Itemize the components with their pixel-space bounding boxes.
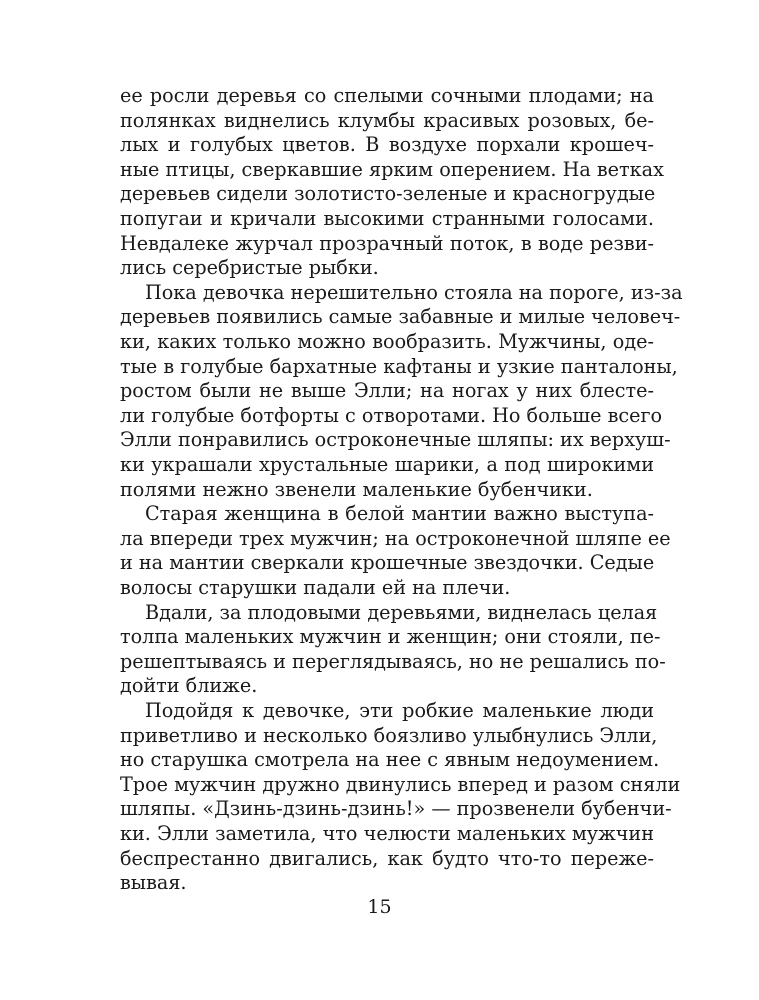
text-line: ки, каких только можно вообразить. Мужчины, оде- xyxy=(120,330,654,353)
text-line: тые в голубые бархатные кафтаны и узкие панталоны, xyxy=(120,355,678,378)
text-line: толпа маленьких мужчин и женщин; они стояли, пе- xyxy=(120,625,661,648)
text-line: приветливо и несколько боязливо улыбнулись Элли, xyxy=(120,724,658,747)
text-line: ростом были не выше Элли; на ногах у них блесте- xyxy=(120,379,654,402)
text-line: но старушка смотрела на нее с явным недоумением. xyxy=(120,748,660,771)
text-line: Элли понравились остроконечные шляпы: их верхуш- xyxy=(120,428,671,451)
text-line: ки. Элли заметила, что челюсти маленьких мужчин xyxy=(120,822,654,845)
page-number: 15 xyxy=(367,896,392,918)
text-line: Старая женщина в белой мантии важно выступа- xyxy=(145,502,654,525)
text-line: вывая. xyxy=(120,871,187,894)
text-line: полянках виднелись клумбы красивых розовых, бе- xyxy=(120,109,654,132)
text-line: беспрестанно двигались, как будто что-то пережe- xyxy=(120,847,654,870)
text-line: Трое мужчин дружно двинулись вперед и разом сняли xyxy=(120,773,681,796)
text-line: ла впереди трех мужчин; на остроконечной шляпе ее xyxy=(120,527,671,550)
text-line: деревьев появились самые забавные и милые человеч- xyxy=(120,305,681,328)
text-line: Вдали, за плодовыми деревьями, виднелась целая xyxy=(145,601,658,624)
text-line: Подойдя к девочке, эти робкие маленькие люди xyxy=(145,699,654,722)
text-line: лых и голубых цветов. В воздухе порхали крошеч- xyxy=(120,133,654,156)
text-line: полями нежно звенели маленькие бубенчики. xyxy=(120,478,593,501)
text-line: решептываясь и переглядываясь, но не решались по- xyxy=(120,650,666,673)
text-line: попугаи и кричали высокими странными голосами. xyxy=(120,207,654,230)
text-line: Пока девочка нерешительно стояла на пороге, из-за xyxy=(145,281,683,304)
text-line: Невдалеке журчал прозрачный поток, в воде резви- xyxy=(120,232,654,255)
text-line: дойти ближе. xyxy=(120,674,258,697)
text-line: шляпы. «Дзинь-дзинь-дзинь!» — прозвенели бубенчи- xyxy=(120,797,672,820)
text-line: ее росли деревья со спелыми сочными плодами; на xyxy=(120,84,654,107)
text-line: ли голубые ботфорты с отворотами. Но больше всего xyxy=(120,404,663,427)
text-line: ки украшали хрустальные шарики, а под широкими xyxy=(120,453,654,476)
text-line: лись серебристые рыбки. xyxy=(120,256,379,279)
text-line: и на мантии сверкали крошечные звездочки. Седые xyxy=(120,551,655,574)
text-line: волосы старушки падали ей на плечи. xyxy=(120,576,511,599)
text-line: ные птицы, сверкавшие ярким оперением. На ветках xyxy=(120,158,664,181)
text-line: деревьев сидели золотисто-зеленые и красногрудые xyxy=(120,182,656,205)
